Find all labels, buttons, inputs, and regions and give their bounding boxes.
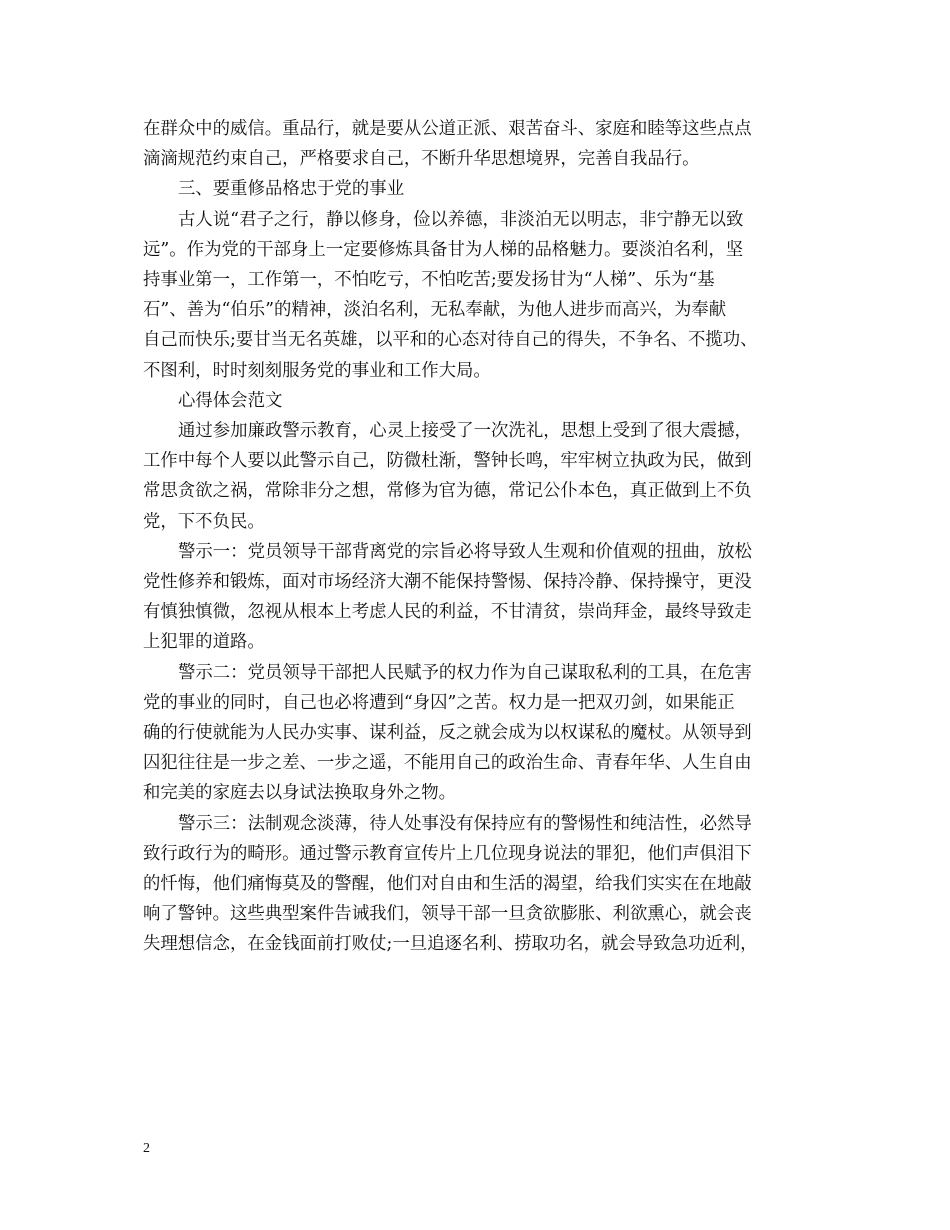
paragraph <box>143 114 806 174</box>
text-line: 持事业第一，工作第一，不怕吃亏，不怕吃苦;要发扬甘为“人梯”、乐为“基 <box>143 270 715 291</box>
text-line: 上犯罪的道路。 <box>143 632 265 653</box>
text-line: 警示二：党员领导干部把人民赋予的权力作为自己谋取私利的工具，在危害 <box>178 662 752 683</box>
text-line: 心得体会范文 <box>178 390 283 411</box>
text-line: 常思贪欲之祸，常除非分之想，常修为官为德，常记公仆本色，真正做到上不负 <box>143 481 752 502</box>
text-line: 警示一：党员领导干部背离党的宗旨必将导致人生观和价值观的扭曲，放松 <box>178 541 752 562</box>
text-line: 滴滴规范约束自己，严格要求自己，不断升华思想境界，完善自我品行。 <box>143 149 700 170</box>
paragraph <box>143 416 806 537</box>
text-line: 确的行使就能为人民办实事、谋利益，反之就会成为以权谋私的魔杖。从领导到 <box>143 723 752 744</box>
paragraph <box>143 537 806 658</box>
text-line: 囚犯往往是一步之差、一步之遥，不能用自己的政治生命、青春年华、人生自由 <box>143 753 752 774</box>
text-line: 和完美的家庭去以身试法换取身外之物。 <box>143 783 457 804</box>
text-line: 古人说“君子之行，静以修身，俭以养德，非淡泊无以明志，非宁静无以致 <box>178 209 744 230</box>
text-line: 三、要重修品格忠于党的事业 <box>178 179 405 200</box>
text-line: 的忏悔，他们痛悔莫及的警醒，他们对自由和生活的渴望，给我们实实在在地敲 <box>143 874 752 895</box>
text-line: 致行政行为的畸形。通过警示教育宣传片上几位现身说法的罪犯，他们声俱泪下 <box>143 843 752 864</box>
text-line: 不图利，时时刻刻服务党的事业和工作大局。 <box>143 360 491 381</box>
section-heading <box>143 174 806 204</box>
paragraph <box>143 658 806 809</box>
document-body <box>143 114 806 960</box>
text-line: 工作中每个人要以此警示自己，防微杜渐，警钟长鸣，牢牢树立执政为民，做到 <box>143 451 752 472</box>
paragraph <box>143 809 806 960</box>
text-line: 自己而快乐;要甘当无名英雄，以平和的心态对待自己的得失，不争名、不揽功、 <box>143 330 758 351</box>
text-line: 远”。作为党的干部身上一定要修炼具备甘为人梯的品格魅力。要淡泊名利，坚 <box>143 239 744 260</box>
text-line: 石”、善为“伯乐”的精神，淡泊名利，无私奉献，为他人进步而高兴，为奉献 <box>143 300 727 321</box>
text-line: 党，下不负民。 <box>143 511 265 532</box>
text-line: 通过参加廉政警示教育，心灵上接受了一次洗礼，思想上受到了很大震撼， <box>178 421 752 442</box>
text-line: 党的事业的同时，自己也必将遭到“身囚”之苦。权力是一把双刃剑，如果能正 <box>143 692 735 713</box>
text-line: 响了警钟。这些典型案件告诫我们，领导干部一旦贪欲膨胀、利欲熏心，就会丧 <box>143 904 752 925</box>
page-number: 2 <box>143 1141 150 1156</box>
text-line: 党性修养和锻炼，面对市场经济大潮不能保持警惕、保持冷静、保持操守，更没 <box>143 572 752 593</box>
paragraph <box>143 205 806 386</box>
text-line: 在群众中的威信。重品行，就是要从公道正派、艰苦奋斗、家庭和睦等这些点点 <box>143 119 752 139</box>
section-heading <box>143 386 806 416</box>
text-line: 警示三：法制观念淡薄，待人处事没有保持应有的警惕性和纯洁性，必然导 <box>178 813 752 834</box>
text-line: 有慎独慎微，忽视从根本上考虑人民的利益，不甘清贫，崇尚拜金，最终导致走 <box>143 602 752 623</box>
text-line: 失理想信念，在金钱面前打败仗;一旦追逐名利、捞取功名，就会导致急功近利， <box>143 934 758 955</box>
